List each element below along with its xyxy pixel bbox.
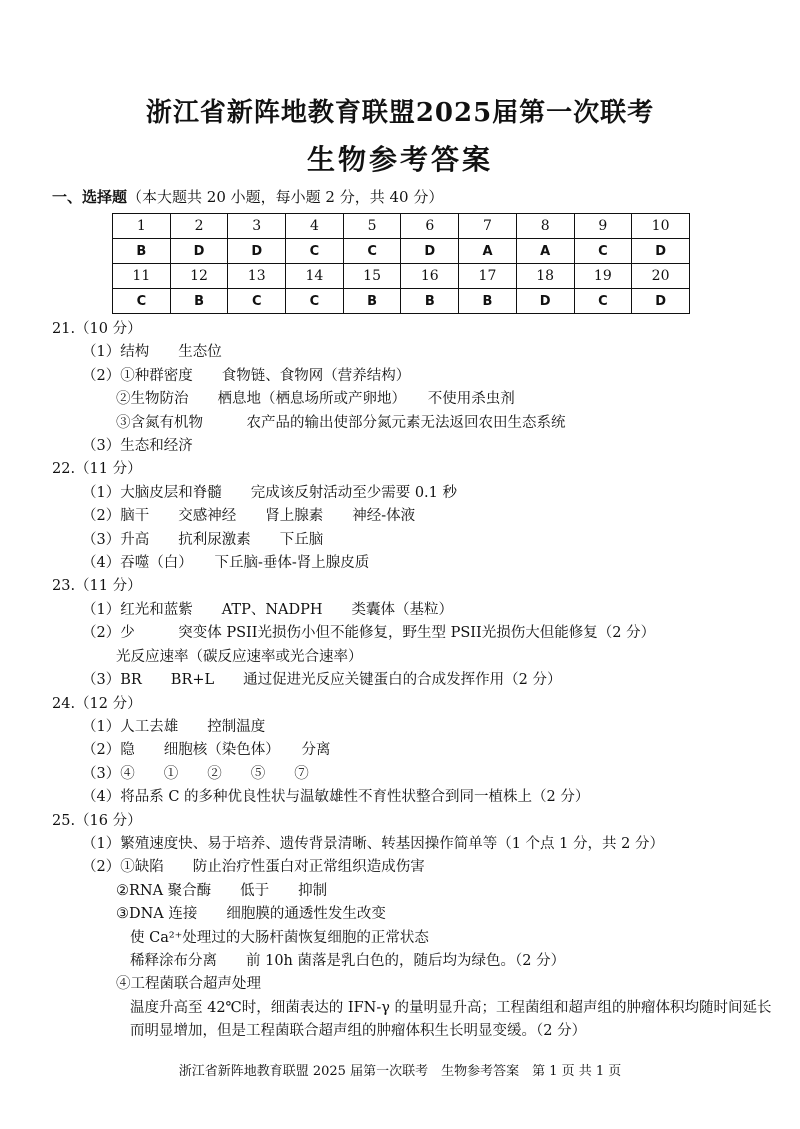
answer-line: （1）繁殖速度快、易于培养、遗传背景清晰、转基因操作简单等（1 个点 1 分，共 2 分） bbox=[82, 835, 664, 852]
answer-line: （3）生态和经济 bbox=[82, 438, 193, 455]
answer-line: （2）少 突变体 PSII光损伤小但不能修复，野生型 PSII光损伤大但能修复（2 分） bbox=[82, 625, 656, 642]
answer-line: （2）①种群密度 食物链、食物网（营养结构） bbox=[82, 367, 411, 384]
page-footer: 浙江省新阵地教育联盟 2025 届第一次联考 生物参考答案 第 1 页 共 1 页 bbox=[178, 1064, 622, 1079]
answer-line: （1）结构 生态位 bbox=[82, 344, 222, 361]
answer-line: （3）④ ① ② ⑤ ⑦ bbox=[82, 765, 309, 782]
answers-body bbox=[52, 318, 772, 1044]
answer-line: ②生物防治 栖息地（栖息场所或产卵地） 不使用杀虫剂 bbox=[116, 391, 515, 408]
table-cell: B bbox=[459, 289, 517, 314]
question-21-heading: 21.（10 分） bbox=[52, 321, 142, 337]
table-cell: B bbox=[113, 239, 171, 264]
table-cell: 17 bbox=[459, 264, 517, 289]
answer-line: （1）大脑皮层和脊髓 完成该反射活动至少需要 0.1 秒 bbox=[82, 484, 458, 501]
table-cell: 6 bbox=[401, 214, 459, 239]
table-cell: 18 bbox=[516, 264, 574, 289]
section-label: 一、选择题 bbox=[52, 188, 128, 206]
table-cell: 2 bbox=[170, 214, 228, 239]
table-cell: 16 bbox=[401, 264, 459, 289]
table-cell: B bbox=[343, 289, 401, 314]
table-cell: D bbox=[170, 239, 228, 264]
table-cell: 14 bbox=[286, 264, 344, 289]
answer-line: （4）吞噬（白） 下丘脑-垂体-肾上腺皮质 bbox=[82, 555, 370, 572]
question-number-row bbox=[113, 214, 690, 239]
answer-line: （2）脑干 交感神经 肾上腺素 神经-体液 bbox=[82, 508, 416, 525]
table-cell: B bbox=[170, 289, 228, 314]
table-cell: 3 bbox=[228, 214, 286, 239]
question-25-heading: 25.（16 分） bbox=[52, 812, 142, 829]
answer-line: （2）隐 细胞核（染色体） 分离 bbox=[82, 742, 331, 759]
question-24-heading: 24.（12 分） bbox=[52, 695, 142, 712]
table-cell: A bbox=[459, 239, 517, 264]
answer-key-table bbox=[112, 213, 690, 314]
section-note: （本大题共 20 小题，每小题 2 分，共 40 分） bbox=[127, 188, 444, 206]
table-cell: 4 bbox=[286, 214, 344, 239]
answer-line: ②RNA 聚合酶 低于 抑制 bbox=[116, 882, 328, 899]
table-cell: D bbox=[632, 289, 690, 314]
table-cell: C bbox=[286, 289, 344, 314]
table-cell: 19 bbox=[574, 264, 632, 289]
exam-title: 浙江省新阵地教育联盟2025届第一次联考 bbox=[145, 98, 655, 128]
answer-line: （3）升高 抗利尿激素 下丘脑 bbox=[82, 531, 324, 548]
table-cell: 20 bbox=[632, 264, 690, 289]
answer-paragraph: 温度升高至 42℃时，细菌表达的 IFN-γ 的量明显升高；工程菌组和超声组的肿瘤体积均随时间延长而明显增加，但是工程菌联合超声组的肿瘤体积生长明显变缓。（2 分） bbox=[130, 999, 772, 1040]
table-cell: 11 bbox=[113, 264, 171, 289]
table-cell: 9 bbox=[574, 214, 632, 239]
answer-line: 使 Ca²⁺处理过的大肠杆菌恢复细胞的正常状态 bbox=[130, 929, 429, 946]
table-cell: D bbox=[228, 239, 286, 264]
table-cell: 10 bbox=[632, 214, 690, 239]
table-cell: 13 bbox=[228, 264, 286, 289]
answer-line: 稀释涂布分离 前 10h 菌落是乳白色的，随后均为绿色。（2 分） bbox=[130, 952, 566, 969]
table-cell: A bbox=[516, 239, 574, 264]
table-cell: 7 bbox=[459, 214, 517, 239]
table-cell: 8 bbox=[516, 214, 574, 239]
table-cell: C bbox=[574, 289, 632, 314]
answer-line: ③含氮有机物 农产品的输出使部分氮元素无法返回农田生态系统 bbox=[116, 414, 566, 431]
table-cell: 1 bbox=[113, 214, 171, 239]
answer-row bbox=[113, 289, 690, 314]
section-heading bbox=[52, 186, 443, 207]
table-cell: D bbox=[516, 289, 574, 314]
answer-line: ④工程菌联合超声处理 bbox=[116, 976, 261, 993]
table-cell: 5 bbox=[343, 214, 401, 239]
question-number-row bbox=[113, 264, 690, 289]
answer-line: ③DNA 连接 细胞膜的通透性发生改变 bbox=[116, 906, 386, 923]
answer-line: （2）①缺陷 防止治疗性蛋白对正常组织造成伤害 bbox=[82, 859, 425, 876]
table-cell: C bbox=[574, 239, 632, 264]
answer-line: （1）人工去雄 控制温度 bbox=[82, 718, 266, 735]
answer-line: （4）将品系 C 的多种优良性状与温敏雄性不育性状整合到同一植株上（2 分） bbox=[82, 789, 590, 806]
table-cell: C bbox=[228, 289, 286, 314]
table-cell: C bbox=[286, 239, 344, 264]
table-cell: C bbox=[113, 289, 171, 314]
question-23-heading: 23.（11 分） bbox=[52, 578, 142, 595]
table-cell: D bbox=[632, 239, 690, 264]
answer-row bbox=[113, 239, 690, 264]
answer-line: 光反应速率（碳反应速率或光合速率） bbox=[116, 648, 363, 665]
answer-line: （1）红光和蓝紫 ATP、NADPH 类囊体（基粒） bbox=[82, 601, 454, 618]
table-cell: B bbox=[401, 289, 459, 314]
answer-line: （3）BR BR+L 通过促进光反应关键蛋白的合成发挥作用（2 分） bbox=[82, 672, 562, 689]
question-22-heading: 22.（11 分） bbox=[52, 461, 142, 478]
table-cell: 15 bbox=[343, 264, 401, 289]
document-subtitle: 生物参考答案 bbox=[306, 143, 493, 176]
table-cell: C bbox=[343, 239, 401, 264]
table-cell: 12 bbox=[170, 264, 228, 289]
table-cell: D bbox=[401, 239, 459, 264]
